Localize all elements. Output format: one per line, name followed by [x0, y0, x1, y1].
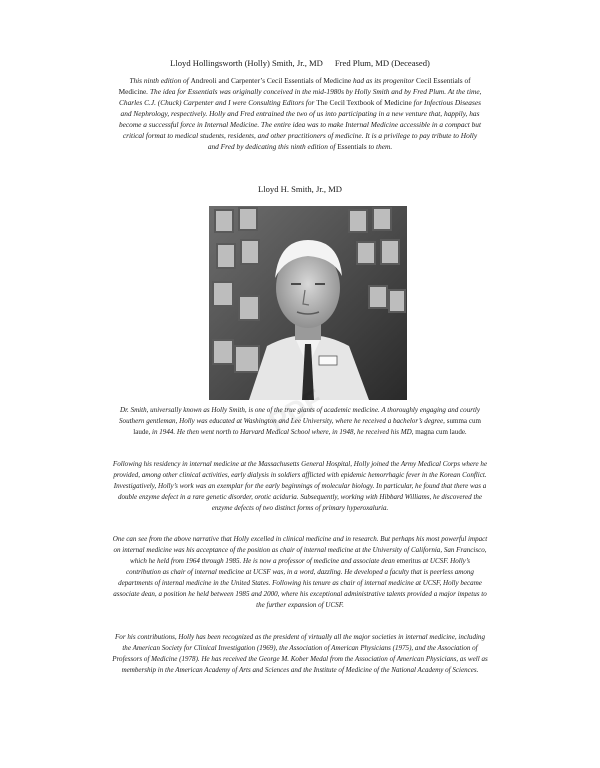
intro-run: The Cecil Textbook of Medicine [316, 98, 412, 107]
intro-run: for Infectious Diseases and Nephrology, respectively. Holly and Fred entrained the two of us into participating in a new venture that, happily, has become a successful force in Internal Medicine. The entire idea was to make Internal Medicine accessible in a compact but critical format to medical students, residents, and other practitioners of medicine. It is a privilege to pay tribute to Holly and Fred by dedicating this ninth edition of [118, 98, 482, 151]
bio-paragraph-2 [112, 459, 488, 514]
bio-run: magna cum laude [415, 428, 465, 436]
portrait-photo [209, 206, 407, 400]
intro-run: Essentials [337, 142, 367, 151]
dedication-heading [0, 58, 600, 68]
bio-run: Dr. Smith, universally known as Holly Smith, is one of the true giants of academic medicine. A thoroughly engaging and courtly Southern gentleman, Holly was educated at Washington and Lee University, where he received a bachelor’s degree, [119, 406, 480, 425]
intro-run: to them. [366, 142, 393, 151]
intro-run: Cecil Essentials of Medicine [118, 76, 471, 96]
intro-run: Andreoli and Carpenter’s Cecil Essentials of Medicine [190, 76, 352, 85]
intro-run: . The idea for Essentials was originally conceived in the mid-1980s by Holly Smith and by Fred Plum. At the time, Charles C.J. (Chuck) Carpenter and I were Consulting Editors for [119, 87, 482, 107]
bio-run: . [464, 428, 467, 436]
bio-run: One can see from the above narrative that Holly excelled in clinical medicine and in research. But perhaps his most powerful impact on internal medicine was his acceptance of the position as chair of internal medicine at the University of California, San Francisco, which he held from 1964 through 1985. He is now a professor of medicine and associate dean [112, 535, 488, 565]
photo-subheading: Lloyd H. Smith, Jr., MD [257, 184, 343, 194]
intro-paragraph [118, 75, 482, 152]
bio-run: summa cum laude [133, 417, 481, 436]
bio-paragraph-1 [112, 405, 488, 438]
intro-run: This ninth edition of [129, 76, 191, 85]
bio-run: , in 1944. He then went north to Harvard Medical School where, in 1948, he received his MD, [148, 428, 416, 436]
intro-run: had as its progenitor [351, 76, 416, 85]
watermark: PDF [263, 383, 328, 438]
bio-run: For his contributions, Holly has been recognized as the president of virtually all the major societies in internal medicine, including the American Society for Clinical Investigation (1969), the Association of American Physicians (1975), and the Association of Professors of Medicine (1978). He has received the George M. Kober Medal from the Association of American Physicians, as well as membership in the American Academy of Arts and Sciences and the Institute of Medicine of the National Academy of Sciences. [112, 633, 488, 674]
portrait-illustration [209, 206, 407, 400]
heading-right-name: Fred Plum, MD (Deceased) [334, 58, 430, 68]
heading-left-name: Lloyd Hollingsworth (Holly) Smith, Jr., MD [170, 58, 323, 68]
bio-paragraph-3 [112, 534, 488, 611]
bio-paragraph-4 [112, 632, 488, 676]
bio-run: Following his residency in internal medicine at the Massachusetts General Hospital, Holly joined the Army Medical Corps where he provided, among other clinical activities, early dialysis in soldiers afflicted with epidemic hemorrhagic fever in the Korean Conflict. Investigatively, Holly’s work was an exemplar for the early beginnings of molecular biology. In particular, he found that there was a double enzyme defect in a rare genetic disorder, orotic aciduria. Subsequently, working with Hibbard Williams, he discovered the enzyme defects of two distinct forms of primary hyperoxaluria. [112, 460, 488, 512]
bio-run: at UCSF. Holly’s contribution as chair of internal medicine at UCSF was, in a word, dazzling. He developed a faculty that is peerless among departments of internal medicine in the United States. Following his tenure as chair of internal medicine at UCSF, Holly became associate dean, a position he held between 1985 and 2000, where his exceptional administrative talents provided a major impetus to the further expansion of UCSF. [113, 557, 487, 609]
bio-run: emeritus [396, 557, 421, 565]
